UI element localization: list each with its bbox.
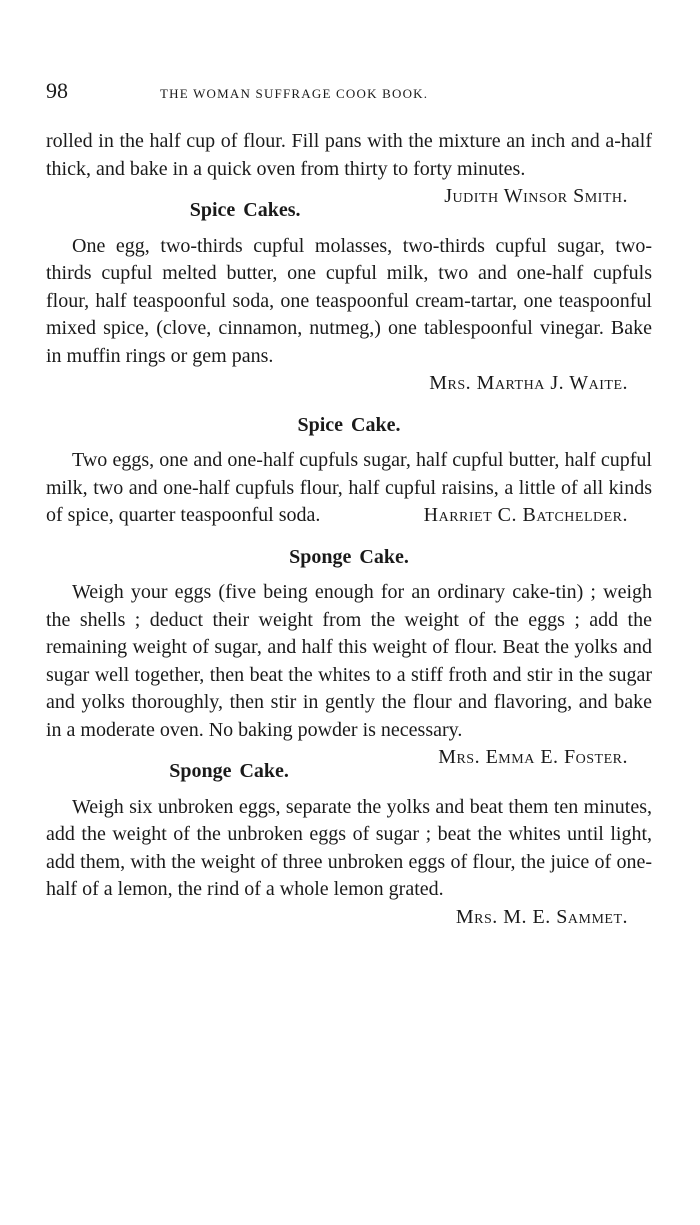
- page-number: 98: [46, 78, 68, 103]
- recipe-author: Mrs. M. E. Sammet.: [455, 905, 628, 928]
- recipe-sponge-cake-1: [46, 530, 652, 768]
- page-header: [46, 78, 652, 108]
- continued-recipe: [46, 128, 652, 207]
- recipe-author: Judith Winsor Smith.: [444, 185, 628, 207]
- recipe-text: One egg, two-thirds cupful molasses, two-thirds cupful sugar, two-thirds cupful melted butter, one cupful milk, two and one-half cupfuls flour, half teaspoonful soda, one teaspoonful cream-tartar, one teaspoonful mixed spice, (clove, cinnamon, nutmeg,) one tablespoonful vinegar. Bake in muffin rings or gem pans.: [46, 234, 652, 367]
- recipe-title: Spice Cakes.: [189, 199, 301, 221]
- recipe-text-with-author: [46, 447, 652, 530]
- recipe-sponge-cake-2: [46, 744, 652, 931]
- recipe-spice-cakes: [46, 183, 652, 398]
- recipe-text: Weigh your eggs (five being enough for an ordinary cake-tin) ; weigh the shells ; deduct their weight from the weight of the eggs ; add the remaining weight of sugar, and half this weight of flour. Beat the yolks and sugar well together, then beat the whites to a stiff froth and stir in the sugar and yolks thoroughly, then stir in gently the flour and flavoring, and bake in a moderate oven. No baking powder is necessary.: [46, 581, 652, 741]
- page-body: [46, 128, 652, 931]
- continued-recipe-text: rolled in the half cup of flour. Fill pans with the mixture an inch and a-half thick, and bake in a quick oven from thirty to forty minutes.: [46, 130, 652, 180]
- running-head: THE WOMAN SUFFRAGE COOK BOOK.: [160, 86, 429, 101]
- recipe-author: Mrs. Emma E. Foster.: [438, 746, 628, 768]
- recipe-text: Two eggs, one and one-half cupfuls sugar, half cupful butter, half cupful milk, two and one-half cupfuls flour, half cupful raisins, a little of all kinds of spice, quarter teaspoonful soda.: [46, 449, 652, 526]
- recipe-author: Harriet C. Batchelder.: [423, 504, 628, 526]
- recipe-text: Weigh six unbroken eggs, separate the yolks and beat them ten minutes, add the weight of the unbroken eggs of sugar ; beat the whites until light, add them, with the weight of three unbroken eggs of flour, the juice of one-half of a lemon, the rind of a whole lemon grated.: [46, 795, 652, 900]
- recipe-title: Sponge Cake.: [289, 545, 409, 568]
- recipe-author: Mrs. Martha J. Waite.: [429, 372, 628, 394]
- recipe-text-with-author: [46, 579, 652, 768]
- recipe-title: Spice Cake.: [297, 413, 401, 436]
- recipe-spice-cake: [46, 398, 652, 530]
- recipe-title: Sponge Cake.: [169, 760, 289, 782]
